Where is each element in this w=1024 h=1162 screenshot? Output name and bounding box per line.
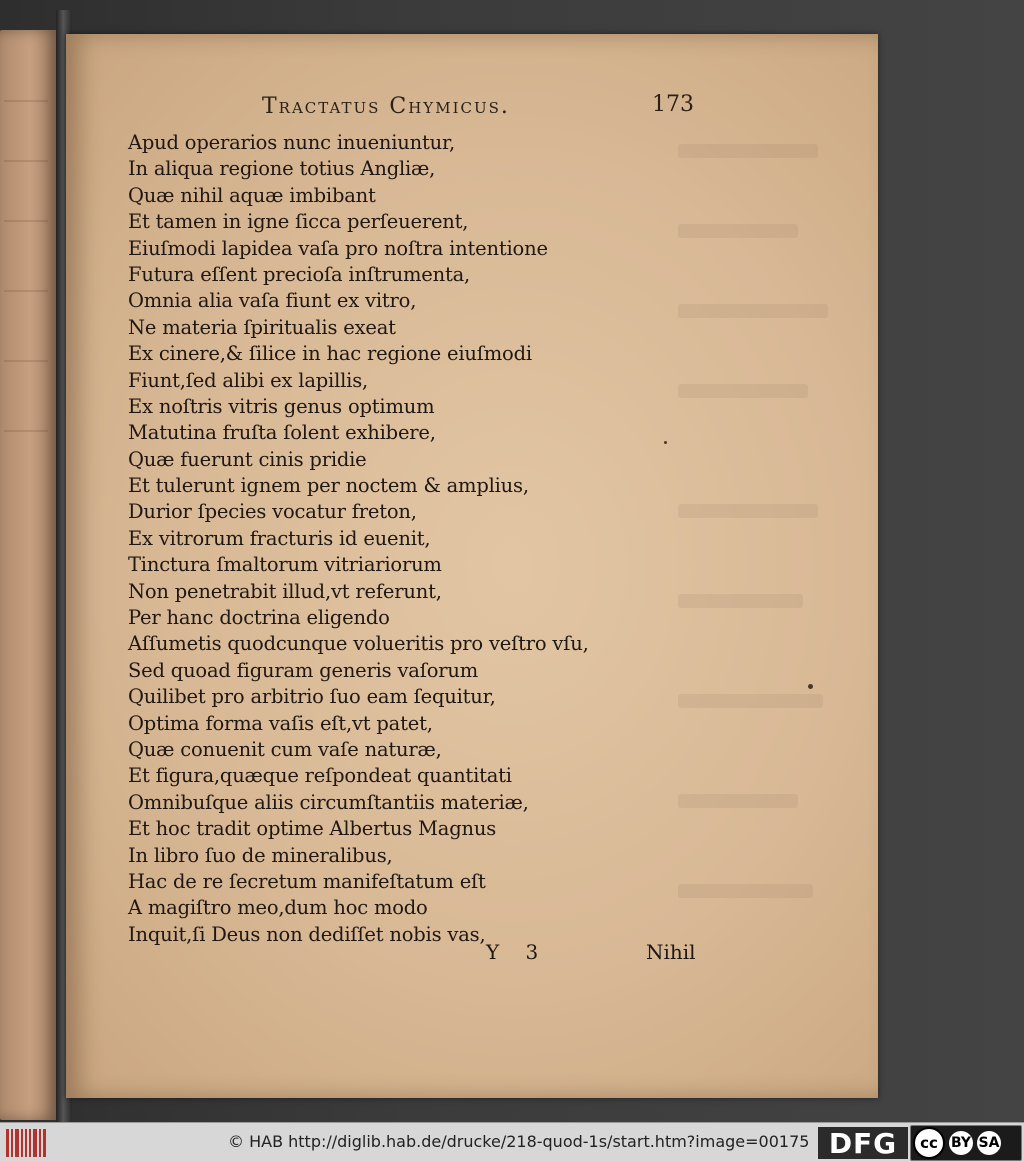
bleed-through	[678, 504, 818, 518]
previous-page-edge	[0, 30, 58, 1120]
text-line: Fiunt,ſed alibi ex lapillis,	[128, 368, 369, 392]
text-line: Tinctura ſmaltorum vitriariorum	[128, 553, 442, 577]
bleed-through	[678, 794, 798, 808]
bleed-through	[678, 694, 823, 708]
text-line: In libro ſuo de mineralibus,	[128, 843, 393, 867]
by-icon: BY	[949, 1131, 973, 1155]
bleed-through	[678, 144, 818, 158]
text-line: Sed quoad figuram generis vaſorum	[128, 658, 479, 682]
text-line: Quæ nihil aquæ imbibant	[128, 183, 376, 207]
barcode-icon	[6, 1129, 46, 1157]
cc-icon: cc	[913, 1127, 945, 1159]
running-head: Tractatus Chymicus.	[262, 94, 510, 119]
verse-text	[128, 130, 688, 948]
text-line: Non penetrabit illud,vt referunt,	[128, 579, 442, 603]
text-line: A magiſtro meo,dum hoc modo	[128, 896, 428, 920]
sa-icon: SA	[977, 1131, 1001, 1155]
page-number: 173	[652, 92, 694, 117]
text-line: Hac de re ſecretum manifeſtatum eſt	[128, 869, 486, 893]
text-line: Omnia alia vaſa fiunt ex vitro,	[128, 289, 417, 313]
ghost-line	[4, 430, 48, 432]
text-line: Et figura,quæque reſpondeat quantitati	[128, 764, 512, 788]
text-line: Ex vitrorum fracturis id euenit,	[128, 526, 431, 550]
text-line: Quæ conuenit cum vaſe naturæ,	[128, 737, 442, 761]
ghost-line	[4, 100, 48, 102]
ghost-line	[4, 220, 48, 222]
text-line: Aſſumetis quodcunque volueritis pro veſtro vſu,	[128, 632, 589, 656]
ghost-line	[4, 160, 48, 162]
text-line: Ex noſtris vitris genus optimum	[128, 394, 435, 418]
text-line: Inquit,ſi Deus non dediſſet nobis vas,	[128, 922, 486, 946]
text-line: Quilibet pro arbitrio ſuo eam ſequitur,	[128, 685, 496, 709]
copyright-link[interactable]: © HAB http://diglib.hab.de/drucke/218-quod-1s/start.htm?image=00175	[228, 1132, 810, 1151]
book-page	[66, 34, 878, 1098]
text-line: Eiuſmodi lapidea vaſa pro noſtra intentione	[128, 236, 548, 260]
text-line: Optima forma vaſis eſt,vt patet,	[128, 711, 433, 735]
text-line: Et hoc tradit optime Albertus Magnus	[128, 817, 497, 841]
text-line: Durior ſpecies vocatur freton,	[128, 500, 417, 524]
bleed-through	[678, 304, 828, 318]
dfg-logo[interactable]: DFG	[818, 1127, 908, 1159]
text-line: Quæ fuerunt cinis pridie	[128, 447, 367, 471]
text-line: Per hanc doctrina eligendo	[128, 606, 390, 630]
text-line: Et tamen in igne ſicca perſeuerent,	[128, 210, 469, 234]
bleed-through	[678, 224, 798, 238]
text-line: Ex cinere,& ſilice in hac regione eiuſmodi	[128, 342, 532, 366]
text-line: Futura eſſent precioſa inſtrumenta,	[128, 262, 471, 286]
signature-mark: Y 3	[486, 940, 549, 964]
ghost-line	[4, 360, 48, 362]
text-line: Apud operarios nunc inueniuntur,	[128, 131, 455, 154]
text-line: In aliqua regione totius Angliæ,	[128, 157, 436, 181]
text-line: Et tulerunt ignem per noctem & amplius,	[128, 474, 529, 498]
text-line: Ne materia ſpiritualis exeat	[128, 315, 396, 339]
catchword: Nihil	[646, 940, 696, 964]
ink-speck	[808, 684, 813, 689]
ink-speck	[664, 441, 667, 444]
ghost-line	[4, 290, 48, 292]
bleed-through	[678, 884, 813, 898]
footer-bar	[0, 1122, 1024, 1162]
text-line: Omnibuſque aliis circumſtantiis materiæ,	[128, 790, 529, 814]
bleed-through	[678, 594, 803, 608]
bleed-through	[678, 384, 808, 398]
text-line: Matutina fruſta ſolent exhibere,	[128, 421, 436, 445]
cc-license-badge[interactable]	[910, 1125, 1022, 1161]
